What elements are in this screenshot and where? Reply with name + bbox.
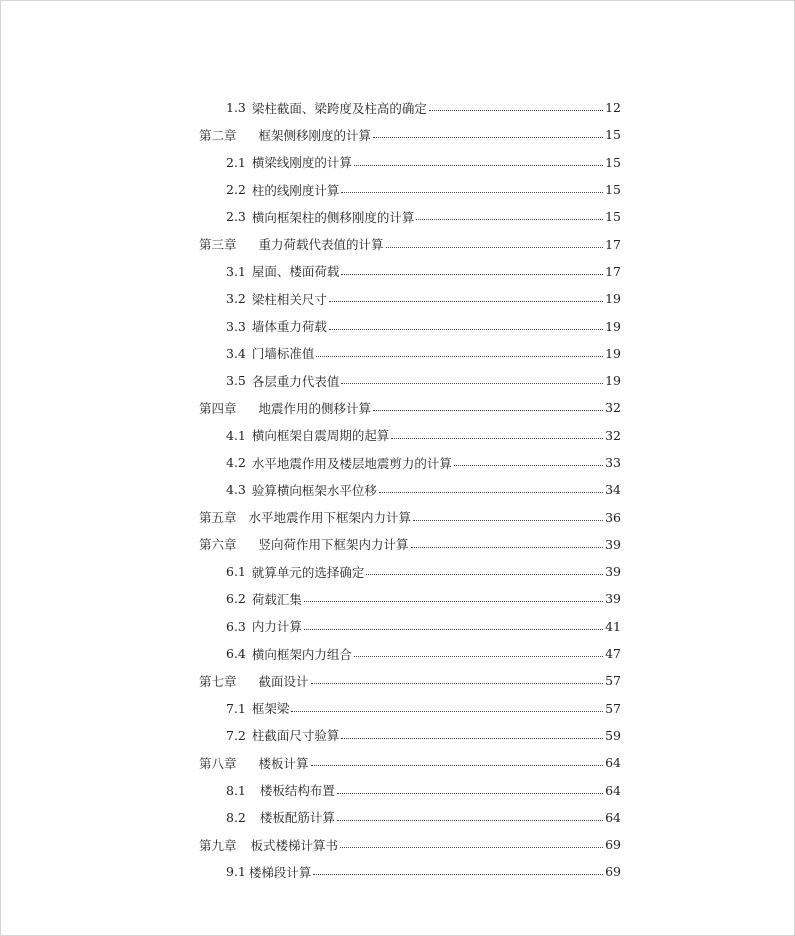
toc-entry-page: 17 (605, 236, 621, 252)
toc-entry-title: 框架侧移刚度的计算 (258, 127, 372, 143)
toc-entry[interactable] (199, 203, 621, 230)
toc-entry-page: 64 (605, 755, 621, 771)
table-of-contents (199, 94, 621, 886)
toc-entry-page: 59 (605, 727, 621, 743)
toc-entry[interactable] (199, 285, 621, 312)
toc-chapter-number: 第三章 (199, 237, 237, 253)
toc-entry-page: 19 (605, 291, 621, 307)
dot-leader (341, 383, 603, 384)
toc-chapter-entry[interactable] (199, 531, 621, 558)
toc-entry-page: 69 (605, 837, 621, 853)
toc-chapter-number: 第四章 (199, 400, 237, 416)
toc-entry-page: 19 (605, 373, 621, 389)
dot-leader (316, 356, 603, 357)
toc-entry-number: 8.2 (226, 809, 246, 825)
dot-leader (416, 219, 603, 220)
toc-entry-page: 15 (605, 154, 621, 170)
toc-entry-title: 水平地震作用及楼层地震剪力的计算 (251, 455, 452, 471)
toc-entry[interactable] (199, 449, 621, 476)
toc-entry-number: 3.1 (226, 263, 246, 279)
toc-entry-number: 9.1 (226, 864, 246, 880)
dot-leader (304, 629, 603, 630)
toc-entry[interactable] (199, 640, 621, 667)
toc-entry-title: 楼梯段计算 (248, 864, 312, 880)
toc-entry-title: 地震作用的侧移计算 (258, 400, 372, 416)
toc-entry[interactable] (199, 476, 621, 503)
dot-leader (341, 738, 603, 739)
toc-chapter-number: 第八章 (199, 755, 237, 771)
toc-entry-title: 框架梁 (251, 701, 290, 717)
toc-entry[interactable] (199, 695, 621, 722)
toc-entry-number: 7.1 (226, 700, 246, 716)
dot-leader (373, 410, 603, 411)
toc-entry[interactable] (199, 258, 621, 285)
toc-entry-number: 4.3 (226, 482, 246, 498)
toc-entry-page: 57 (605, 673, 621, 689)
dot-leader (373, 137, 603, 138)
toc-entry-title: 屋面、楼面荷载 (251, 264, 340, 280)
toc-entry[interactable] (199, 858, 621, 885)
toc-entry-title: 横向框架自震周期的起算 (251, 428, 390, 444)
toc-entry-title: 墙体重力荷载 (251, 319, 327, 335)
toc-entry-page: 39 (605, 591, 621, 607)
toc-entry[interactable] (199, 149, 621, 176)
toc-entry-page: 15 (605, 127, 621, 143)
toc-entry-page: 33 (605, 455, 621, 470)
dot-leader (341, 192, 603, 193)
toc-entry-number: 1.3 (226, 100, 246, 116)
toc-entry-title: 横向框架柱的侧移刚度的计算 (251, 209, 415, 225)
toc-entry[interactable] (199, 776, 621, 803)
dot-leader (386, 247, 604, 248)
dot-leader (329, 301, 603, 302)
toc-entry-page: 57 (605, 700, 621, 716)
toc-entry-title: 柱截面尺寸验算 (251, 728, 340, 744)
toc-entry[interactable] (199, 585, 621, 612)
toc-entry-page: 19 (605, 345, 621, 361)
toc-chapter-number: 第五章 (199, 510, 237, 526)
toc-entry-page: 19 (605, 318, 621, 334)
dot-leader (354, 165, 603, 166)
dot-leader (411, 547, 604, 548)
toc-entry-page: 47 (605, 646, 621, 662)
toc-entry-number: 3.5 (226, 373, 246, 389)
toc-entry[interactable] (199, 367, 621, 394)
toc-entry-title: 荷载汇集 (251, 591, 302, 607)
toc-chapter-entry[interactable] (199, 121, 621, 148)
dot-leader (337, 820, 603, 821)
toc-entry[interactable] (199, 312, 621, 339)
toc-chapter-number: 第九章 (199, 837, 237, 853)
toc-entry-page: 15 (605, 182, 621, 198)
toc-entry[interactable] (199, 340, 621, 367)
toc-entry-number: 7.2 (226, 727, 246, 743)
toc-entry-title: 就算单元的选择确定 (251, 564, 365, 580)
toc-entry-page: 32 (605, 400, 621, 416)
toc-entry[interactable] (199, 422, 621, 449)
dot-leader (337, 793, 603, 794)
toc-entry-page: 15 (605, 209, 621, 225)
toc-entry-number: 2.2 (226, 182, 246, 198)
toc-entry-number: 3.2 (226, 291, 246, 307)
toc-entry-number: 6.2 (226, 591, 246, 607)
toc-chapter-number: 第七章 (199, 673, 237, 689)
toc-chapter-number: 第六章 (199, 537, 237, 553)
toc-entry-number: 3.4 (226, 345, 246, 361)
toc-entry-page: 69 (605, 864, 621, 880)
toc-entry-number: 3.3 (226, 318, 246, 334)
dot-leader (311, 765, 604, 766)
toc-entry-title: 梁柱截面、梁跨度及柱高的确定 (251, 100, 427, 116)
dot-leader (354, 656, 603, 657)
toc-entry-page: 41 (605, 618, 621, 634)
toc-entry-title: 验算横向框架水平位移 (251, 482, 377, 498)
dot-leader (329, 329, 603, 330)
toc-entry-number: 6.4 (226, 646, 246, 662)
toc-chapter-entry[interactable] (199, 749, 621, 776)
toc-entry[interactable] (199, 613, 621, 640)
dot-leader (340, 847, 603, 848)
toc-entry-title: 楼板配筋计算 (259, 810, 335, 826)
toc-entry-page: 39 (605, 536, 621, 552)
toc-entry-title: 内力计算 (251, 619, 302, 635)
toc-entry-title: 楼板结构布置 (259, 783, 335, 799)
toc-entry-title: 梁柱相关尺寸 (251, 291, 327, 307)
toc-chapter-entry[interactable] (199, 230, 621, 257)
dot-leader (379, 492, 603, 493)
toc-chapter-entry[interactable] (199, 394, 621, 421)
toc-entry-page: 36 (605, 509, 621, 525)
dot-leader (429, 110, 603, 111)
toc-entry-page: 12 (605, 100, 621, 116)
toc-entry[interactable] (199, 558, 621, 585)
toc-entry-page: 17 (605, 263, 621, 279)
toc-entry-title: 重力荷载代表值的计算 (258, 237, 384, 253)
toc-entry-number: 4.1 (226, 427, 246, 443)
toc-entry-page: 32 (605, 427, 621, 443)
dot-leader (454, 465, 603, 466)
toc-entry[interactable] (199, 804, 621, 831)
toc-entry-page: 34 (605, 482, 621, 498)
toc-entry-title: 横向框架内力组合 (251, 646, 352, 662)
dot-leader (341, 274, 603, 275)
toc-entry-page: 64 (605, 809, 621, 825)
toc-chapter-entry[interactable] (199, 831, 621, 858)
toc-entry-title: 横梁线刚度的计算 (251, 155, 352, 171)
toc-entry-title: 截面设计 (258, 673, 309, 689)
toc-entry-title: 水平地震作用下框架内力计算 (248, 510, 412, 526)
toc-entry[interactable] (199, 94, 621, 121)
toc-entry-title: 竖向荷作用下框架内力计算 (258, 537, 409, 553)
toc-entry-number: 6.3 (226, 618, 246, 634)
dot-leader (291, 711, 603, 712)
dot-leader (311, 683, 604, 684)
toc-entry-number: 8.1 (226, 782, 246, 798)
toc-entry-number: 2.1 (226, 154, 246, 170)
dot-leader (313, 874, 603, 875)
toc-entry-title: 柱的线刚度计算 (251, 182, 340, 198)
toc-entry-number: 6.1 (226, 564, 246, 580)
toc-entry-page: 64 (605, 782, 621, 798)
toc-entry-page: 39 (605, 564, 621, 580)
dot-leader (413, 520, 603, 521)
toc-chapter-number: 第二章 (199, 127, 237, 143)
dot-leader (366, 574, 603, 575)
toc-entry[interactable] (199, 176, 621, 203)
dot-leader (304, 601, 603, 602)
dot-leader (391, 438, 603, 439)
toc-entry-number: 4.2 (226, 455, 246, 470)
toc-entry-title: 门墙标准值 (251, 346, 315, 362)
toc-entry-title: 楼板计算 (258, 755, 309, 771)
toc-entry-title: 板式楼梯计算书 (250, 837, 339, 853)
toc-entry-number: 2.3 (226, 209, 246, 225)
toc-chapter-entry[interactable] (199, 667, 621, 694)
toc-entry-title: 各层重力代表值 (251, 373, 340, 389)
toc-entry[interactable] (199, 722, 621, 749)
toc-chapter-entry[interactable] (199, 503, 621, 530)
